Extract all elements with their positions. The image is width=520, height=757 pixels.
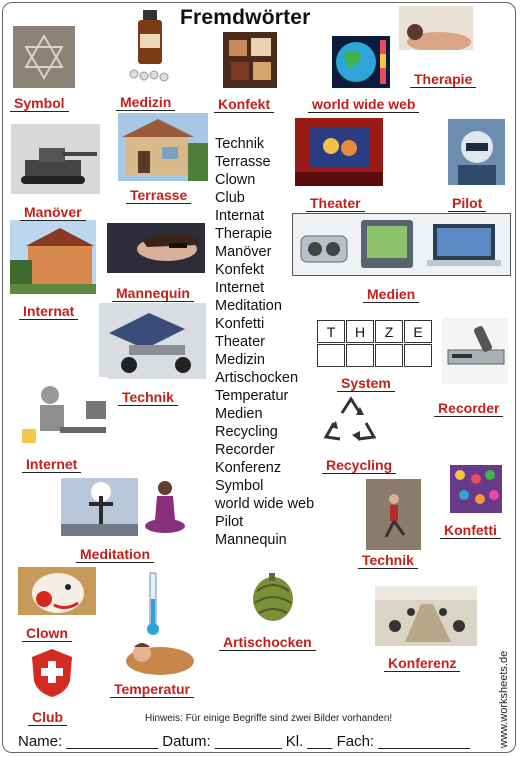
hint-text: Hinweis: Für einige Begriffe sind zwei Bilder vorhanden! (145, 713, 393, 724)
label-artischocken: Artischocken (219, 635, 316, 651)
word-list-item: Pilot (215, 514, 244, 530)
word-list-item: Symbol (215, 478, 264, 494)
konfekt-image (223, 32, 277, 88)
label-theater: Theater (306, 196, 365, 212)
label-mannequin: Mannequin (112, 286, 194, 302)
label-pilot: Pilot (448, 196, 486, 212)
label-manoever: Manöver (20, 205, 86, 221)
grid-cell (375, 344, 403, 367)
label-internat: Internat (19, 304, 78, 320)
meditation-image-2 (141, 476, 189, 538)
page-title: Fremdwörter (180, 6, 311, 29)
word-list-item: Meditation (215, 298, 282, 314)
grid-cell: T (317, 320, 345, 343)
label-clown: Clown (22, 626, 72, 642)
word-list-item: Konfekt (215, 262, 265, 278)
symbol-image (13, 26, 75, 88)
word-list-item: Konfetti (215, 316, 265, 332)
label-www: world wide web (308, 97, 419, 113)
therapie-image (399, 6, 473, 60)
clown-image (18, 567, 96, 615)
word-list-item: Internat (215, 208, 265, 224)
word-list-item: Recycling (215, 424, 278, 440)
grid-cell: Z (375, 320, 403, 343)
label-internet: Internet (22, 457, 81, 473)
watermark: www.worksheets.de (498, 650, 510, 748)
word-list-item: Club (215, 190, 245, 206)
grid-cell: E (404, 320, 432, 343)
artischocken-image (245, 569, 301, 625)
label-recorder: Recorder (434, 401, 503, 417)
label-meditation: Meditation (76, 547, 154, 563)
word-list-item: Artischocken (215, 370, 299, 386)
label-temperatur: Temperatur (110, 682, 194, 698)
internet-image (14, 377, 108, 447)
recycling-icon (320, 393, 382, 453)
label-technik-2: Technik (358, 553, 418, 569)
www-image (332, 36, 390, 88)
word-list-item: Terrasse (215, 154, 271, 170)
word-list-item: Manöver (215, 244, 272, 260)
konferenz-image (375, 586, 477, 646)
meditation-image-1 (61, 478, 138, 536)
word-list-item: Medizin (215, 352, 265, 368)
internat-image (10, 220, 96, 294)
medien-image (292, 213, 511, 276)
medizin-image (126, 8, 172, 84)
konfetti-image (450, 465, 502, 513)
label-recycling: Recycling (322, 458, 396, 474)
recorder-image (442, 318, 508, 384)
label-club: Club (28, 710, 67, 726)
manoever-image (11, 124, 100, 194)
word-list-item: Clown (215, 172, 256, 188)
label-konferenz: Konferenz (384, 656, 460, 672)
grid-cell (346, 344, 374, 367)
word-list-item: Recorder (215, 442, 275, 458)
word-list-item: Internet (215, 280, 265, 296)
mannequin-image (107, 223, 205, 273)
label-medien: Medien (363, 287, 419, 303)
club-badge (30, 647, 74, 699)
terrasse-image (118, 113, 208, 181)
word-list-item: world wide web (215, 496, 315, 512)
label-therapie: Therapie (410, 72, 476, 88)
thermometer-image (138, 569, 168, 637)
grid-cell (317, 344, 345, 367)
technik-image-1 (99, 303, 206, 379)
word-list-item: Konferenz (215, 460, 282, 476)
label-konfekt: Konfekt (214, 97, 274, 113)
pilot-image (448, 119, 505, 185)
temperatur-image (120, 635, 196, 677)
word-list-item: Technik (215, 136, 265, 152)
label-symbol: Symbol (10, 96, 69, 112)
footer-fields: Name: ___________ Datum: ________ Kl. ___ Fach: ___________ (18, 733, 471, 750)
label-technik-1: Technik (118, 390, 178, 406)
technik-image-2 (366, 479, 421, 550)
word-list-item: Mannequin (215, 532, 287, 548)
word-list-item: Therapie (215, 226, 273, 242)
word-list-item: Medien (215, 406, 263, 422)
word-list-item: Temperatur (215, 388, 289, 404)
word-list-item: Theater (215, 334, 265, 350)
label-system: System (337, 376, 395, 392)
label-terrasse: Terrasse (126, 188, 191, 204)
word-list (215, 135, 314, 549)
grid-cell (404, 344, 432, 367)
grid-cell: H (346, 320, 374, 343)
system-grid (317, 320, 433, 368)
label-konfetti: Konfetti (440, 523, 501, 539)
label-medizin: Medizin (116, 95, 175, 111)
